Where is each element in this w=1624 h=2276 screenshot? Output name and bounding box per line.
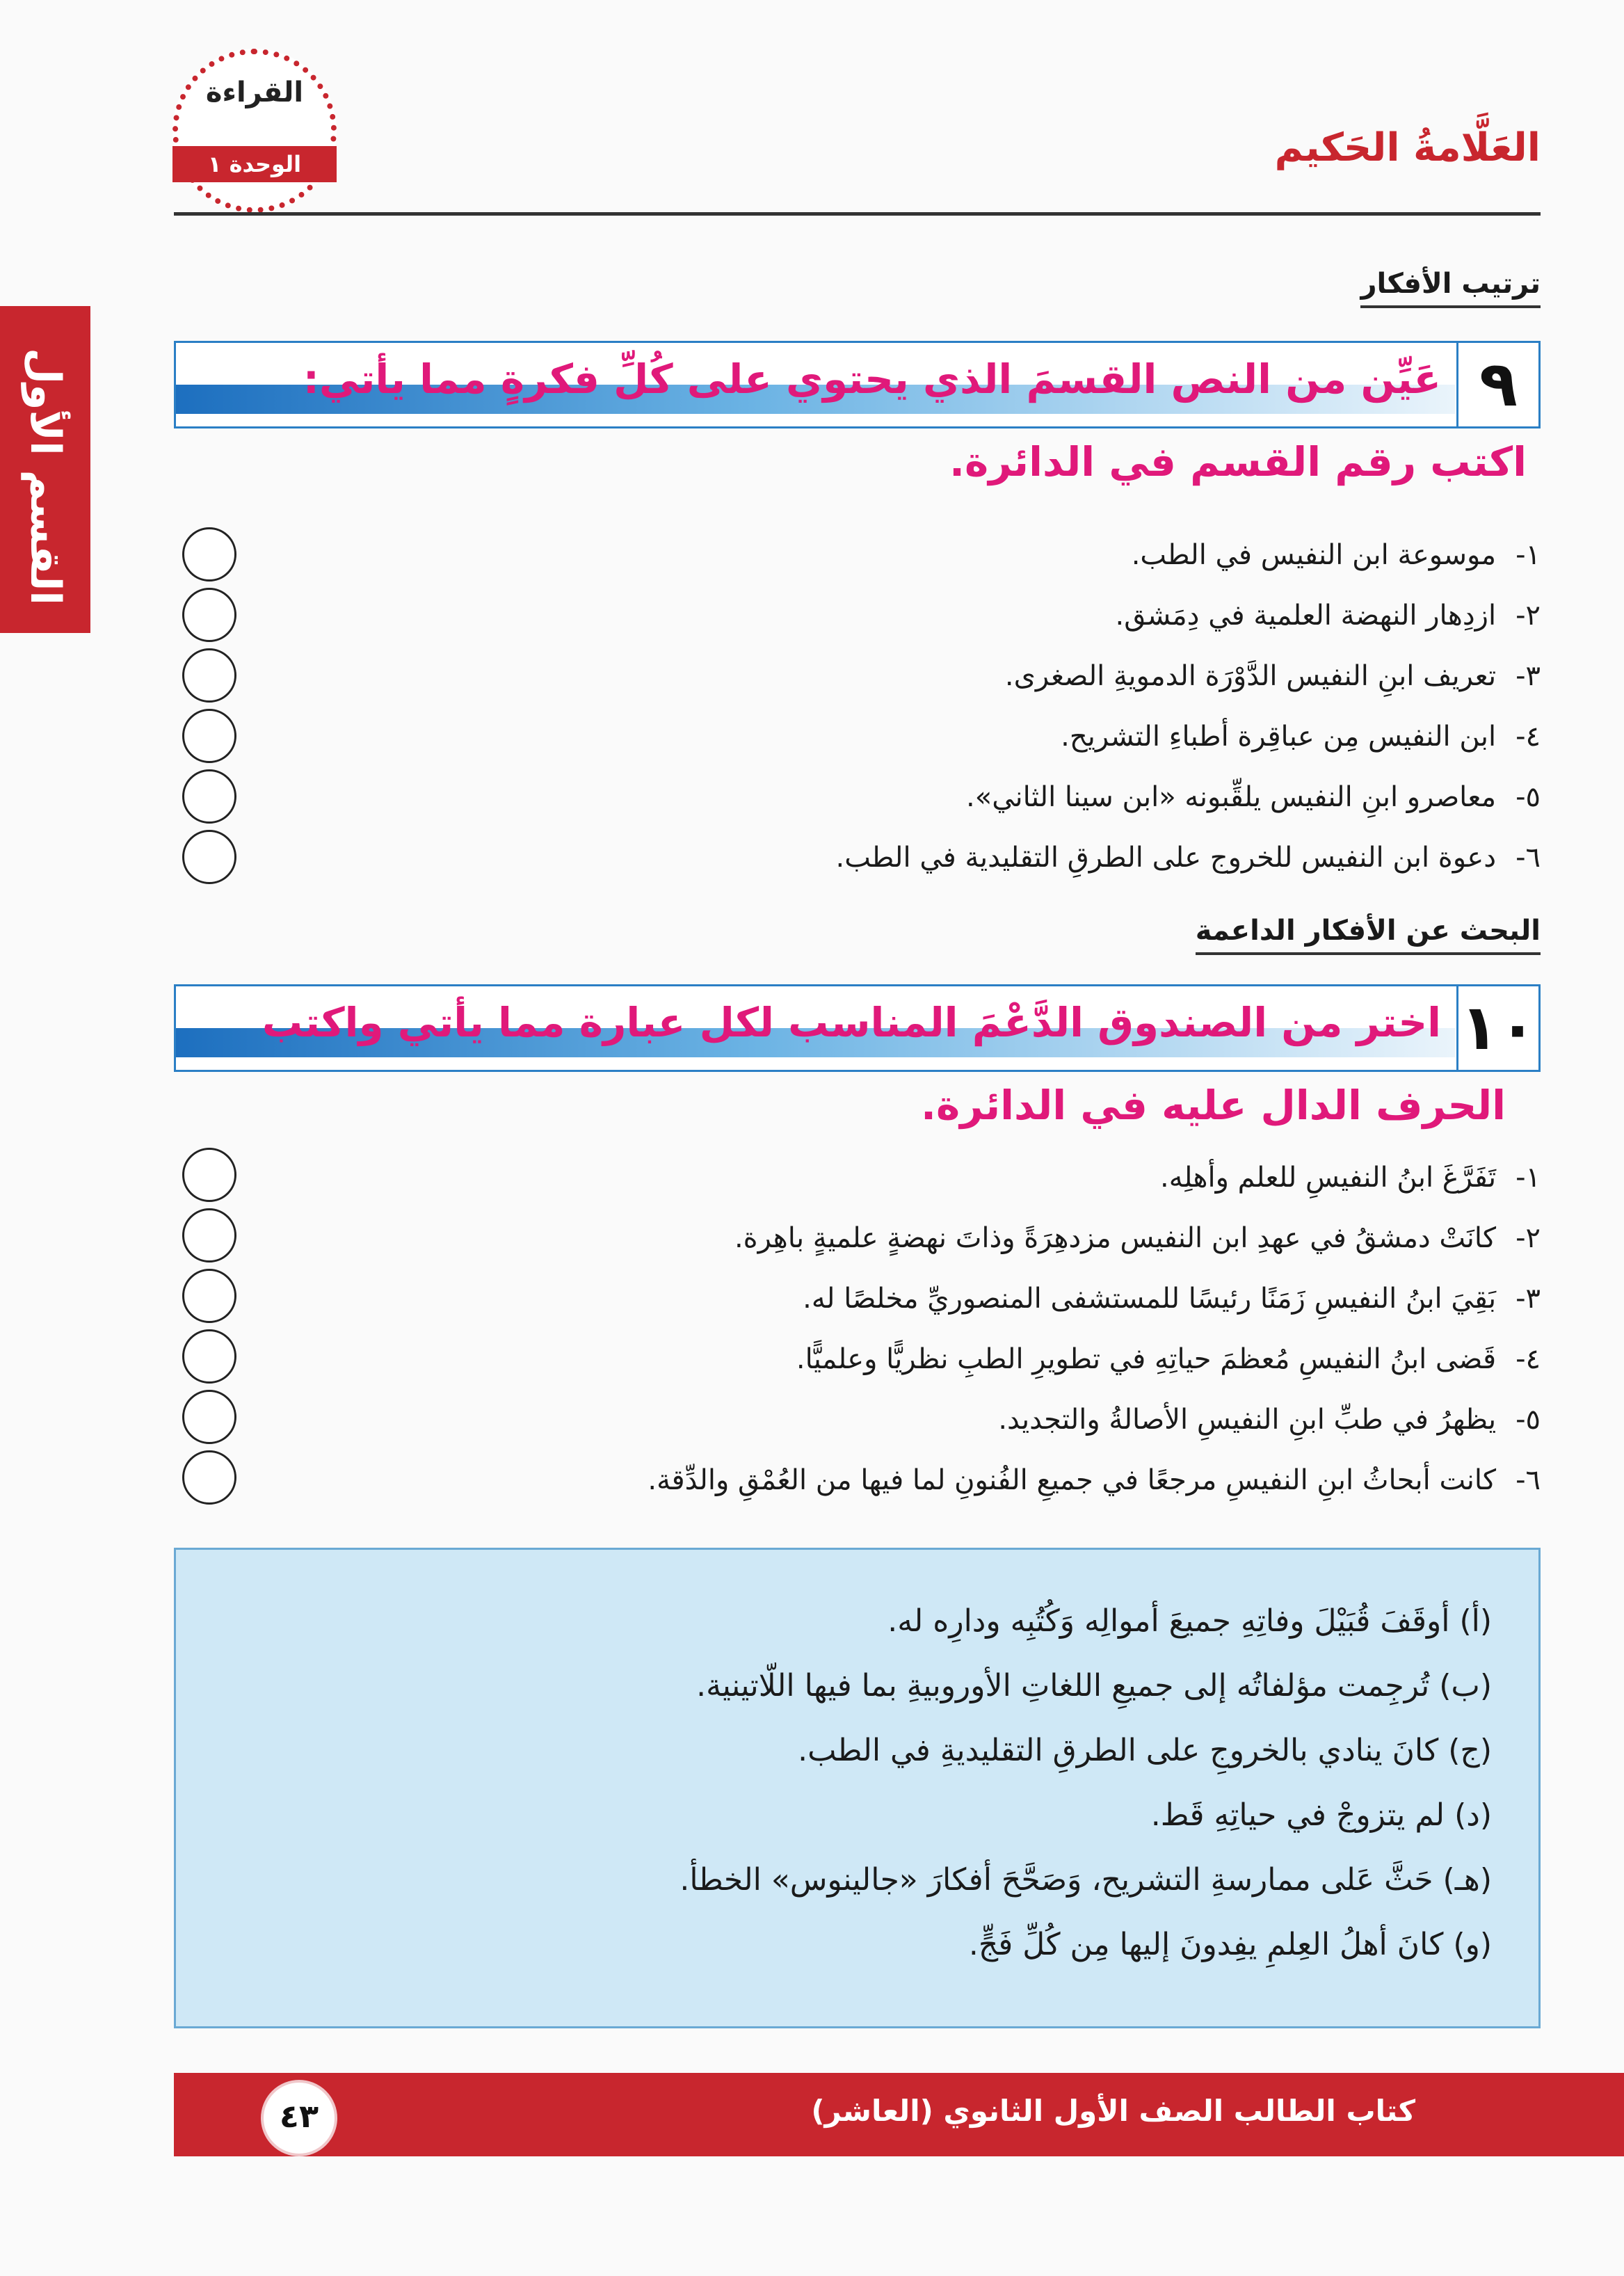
header-divider	[174, 212, 1541, 216]
question-number: ١٠	[1456, 986, 1538, 1070]
answer-circle[interactable]	[182, 1148, 236, 1202]
list-item: ٤-قَضى ابنُ النفيسِ مُعظمَ حياتِهِ في تطويرِ الطبِ نظريًّا وعلميًّا.	[796, 1343, 1541, 1375]
question-instruction: عَيِّن من النص القسمَ الذي يحتوي على كُلِّ فكرةٍ مما يأتي:	[303, 355, 1441, 403]
section-badge-label: القراءة	[205, 77, 304, 109]
list-item: ١-موسوعة ابن النفيس في الطب.	[1131, 539, 1541, 571]
list-item: ٥-يظهرُ في طبِّ ابنِ النفيسِ الأصالةُ والتجديد.	[998, 1404, 1541, 1436]
answer-circle[interactable]	[182, 1208, 236, 1263]
list-item: ٤-ابن النفيس مِن عباقِرة أطباءِ التشريح.	[1061, 721, 1541, 753]
option-item: (ج) كانَ ينادي بالخروجِ على الطرقِ التقليديةِ في الطب.	[798, 1733, 1492, 1768]
question-9-box	[174, 341, 1541, 428]
section-heading-ideas-order: ترتيب الأفكار	[1360, 268, 1541, 308]
answer-circle[interactable]	[182, 709, 236, 763]
list-item: ٣-تعريف ابنِ النفيس الدَّوْرَة الدمويةِ الصغرى.	[1004, 660, 1541, 692]
answer-circle[interactable]	[182, 1269, 236, 1323]
option-item: (أ) أوقَفَ قُبَيْلَ وفاتِهِ جميعَ أموالِه وَكُتُبِه ودارِه له.	[887, 1603, 1492, 1639]
page-number: ٤٣	[279, 2097, 319, 2135]
option-item: (و) كانَ أهلُ العِلمِ يفِدونَ إليها مِن كُلِّ فَجٍّ.	[968, 1927, 1492, 1962]
list-item: ٣-بَقِيَ ابنُ النفيسِ زَمَنًا رئيسًا للمستشفى المنصوريِّ مخلصًا له.	[803, 1283, 1541, 1315]
question-10-box	[174, 984, 1541, 1072]
answer-circle[interactable]	[182, 1390, 236, 1444]
list-item: ٥-معاصرو ابنِ النفيس يلقِّبونه «ابن سينا الثاني».	[966, 781, 1541, 813]
answer-circle[interactable]	[182, 769, 236, 824]
question-instruction-line2: الحرف الدال عليه في الدائرة.	[920, 1082, 1506, 1129]
answer-circle[interactable]	[182, 648, 236, 703]
option-item: (د) لم يتزوجْ في حياتِهِ قَط.	[1150, 1797, 1492, 1833]
section-heading-supporting-ideas: البحث عن الأفكار الداعمة	[1196, 915, 1541, 955]
answer-circle[interactable]	[182, 1329, 236, 1384]
option-item: (ب) تُرجِمت مؤلفاتُه إلى جميعِ اللغاتِ الأوروبيةِ بما فيها اللّاتينية.	[696, 1668, 1492, 1704]
unit-label: الوحدة ١	[172, 146, 337, 182]
answer-circle[interactable]	[182, 830, 236, 884]
question-instruction-line2: اكتب رقم القسم في الدائرة.	[949, 438, 1527, 486]
side-tab-label: القسم الأول	[21, 348, 70, 605]
list-item: ٢-ازدِهار النهضة العلمية في دِمَشق.	[1115, 600, 1541, 632]
list-item: ٢-كانَتْ دمشقُ في عهدِ ابن النفيس مزدهِرَةً وذاتَ نهضةٍ علميةٍ باهِرة.	[734, 1222, 1541, 1254]
book-title: كتاب الطالب الصف الأول الثانوي (العاشر)	[811, 2094, 1415, 2128]
option-item: (هـ) حَثَّ عَلى ممارسةِ التشريح، وَصَحَّحَ أفكارَ «جالينوس» الخطأ.	[680, 1862, 1492, 1898]
answer-circle[interactable]	[182, 527, 236, 582]
lesson-title: العَلَّامةُ الحَكيم	[1274, 125, 1541, 170]
list-item: ٦-كانت أبحاثُ ابنِ النفيسِ مرجعًا في جميعِ الفُنونِ لما فيها من العُمْقِ والدِّقة.	[648, 1464, 1541, 1496]
list-item: ١-تَفَرَّغَ ابنُ النفيسِ للعلم وأهلِه.	[1160, 1162, 1541, 1194]
question-instruction: اختر من الصندوق الدَّعْمَ المناسب لكل عبارة مما يأتي واكتب	[262, 999, 1441, 1046]
answer-circle[interactable]	[182, 1450, 236, 1505]
list-item: ٦-دعوة ابن النفيس للخروج على الطرقِ التقليدية في الطب.	[835, 842, 1541, 874]
question-number: ٩	[1456, 343, 1538, 426]
section-badge	[172, 49, 337, 213]
answer-circle[interactable]	[182, 588, 236, 642]
